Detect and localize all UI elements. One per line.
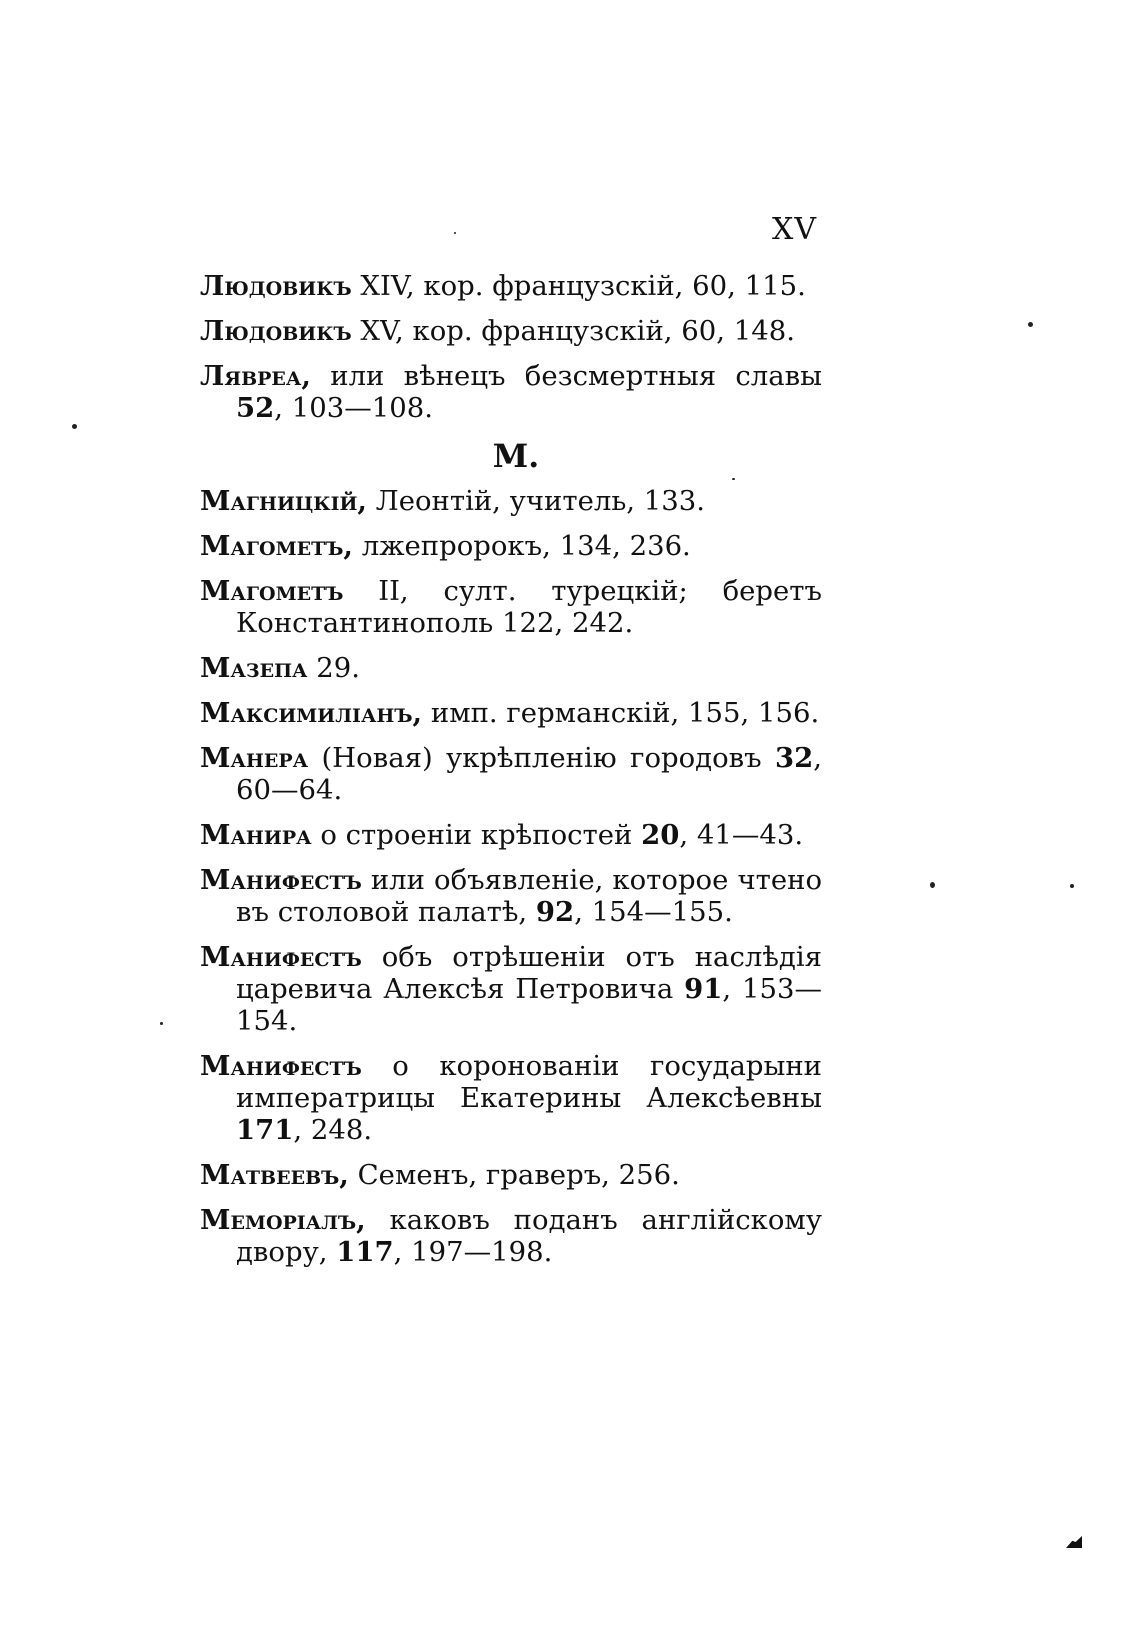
scan-speck	[1070, 884, 1074, 888]
scan-speck	[72, 424, 77, 429]
entry-headword: Манера	[200, 742, 309, 774]
index-entry	[200, 1050, 822, 1146]
index-entry	[200, 530, 822, 562]
entry-text: о строеніи крѣпостей	[311, 819, 642, 851]
entry-text: объ отрѣшеніи отъ наслѣдія царевича Алексѣя Петровича	[236, 941, 822, 1005]
entry-text: имп. германскій, 155, 156.	[422, 697, 820, 729]
entry-text: Леонтій, учитель, 133.	[367, 485, 706, 517]
entry-pages: , 153—154.	[236, 973, 822, 1037]
entry-pages: , 103—108.	[274, 392, 433, 424]
index-entry	[200, 270, 822, 302]
entry-headword: Матвеевъ,	[200, 1159, 349, 1191]
index-entry	[200, 315, 822, 347]
entry-pages: , 41—43.	[679, 819, 804, 851]
scan-speck	[732, 478, 735, 480]
page-number: XV	[772, 212, 818, 247]
index-entry	[200, 652, 822, 684]
scan-speck	[1028, 322, 1033, 327]
entry-text: XV, кор. французскій, 60, 148.	[351, 315, 795, 347]
entry-pages: , 248.	[293, 1114, 373, 1146]
entry-headword: Мазепа	[200, 652, 308, 684]
entry-bold-number: 91	[684, 973, 723, 1005]
entry-headword: Манифестъ	[200, 941, 362, 973]
entry-pages: , 154—155.	[574, 896, 733, 928]
entry-bold-number: 20	[641, 819, 680, 851]
entry-bold-number: 52	[236, 392, 275, 424]
entry-text: Семенъ, граверъ, 256.	[348, 1159, 680, 1191]
entry-pages: , 60—64.	[236, 742, 822, 806]
index-entry	[200, 697, 822, 729]
entry-headword: Максимиліанъ,	[200, 697, 423, 729]
index-entry	[200, 575, 822, 639]
scan-speck	[454, 232, 456, 234]
entry-text: лжепророкъ, 134, 236.	[353, 530, 691, 562]
index-entry	[200, 485, 822, 517]
entry-text: 29.	[307, 652, 361, 684]
index-content	[200, 270, 822, 1281]
entry-headword: Магометъ	[200, 575, 344, 607]
index-entry	[200, 1204, 822, 1268]
scan-speck	[930, 882, 935, 888]
entry-text: каковъ поданъ англійскому двору,	[236, 1204, 822, 1268]
index-entry	[200, 941, 822, 1037]
entry-headword: Манира	[200, 819, 312, 851]
entry-headword: Людовикъ	[200, 270, 352, 302]
entry-bold-number: 171	[236, 1114, 294, 1146]
entry-bold-number: 92	[535, 896, 575, 928]
entry-text: о коронованіи государыни императрицы Екатерины Алексѣевны	[236, 1050, 822, 1114]
entry-headword: Лявреа,	[200, 360, 311, 392]
scan-mark	[1066, 1536, 1082, 1548]
entry-headword: Магницкій,	[200, 485, 367, 517]
entry-pages: , 197—198.	[393, 1236, 553, 1268]
entry-bold-number: 117	[336, 1236, 394, 1268]
entry-text: или объявленіе, которое чтено въ столовой палатѣ,	[236, 864, 822, 928]
entry-headword: Манифестъ	[200, 1050, 362, 1082]
index-entry	[200, 360, 822, 424]
entry-headword: Людовикъ	[200, 315, 352, 347]
entry-headword: Манифестъ	[200, 864, 362, 896]
index-entry	[200, 819, 822, 851]
index-entry	[200, 742, 822, 806]
entry-text: (Новая) укрѣпленію городовъ	[308, 742, 775, 774]
index-entry	[200, 1159, 822, 1191]
entry-headword: Меморіалъ,	[200, 1204, 366, 1236]
scan-speck	[160, 1022, 163, 1025]
entry-text: XIV, кор. французскій, 60, 115.	[351, 270, 806, 302]
section-letter: М.	[492, 437, 540, 475]
entry-text: II, султ. турецкій; беретъ Константинополь 122, 242.	[236, 575, 822, 639]
entry-bold-number: 32	[774, 742, 814, 774]
index-entry	[200, 864, 822, 928]
entry-text: или вѣнецъ безсмертныя славы	[310, 360, 822, 392]
entry-headword: Магометъ,	[200, 530, 353, 562]
